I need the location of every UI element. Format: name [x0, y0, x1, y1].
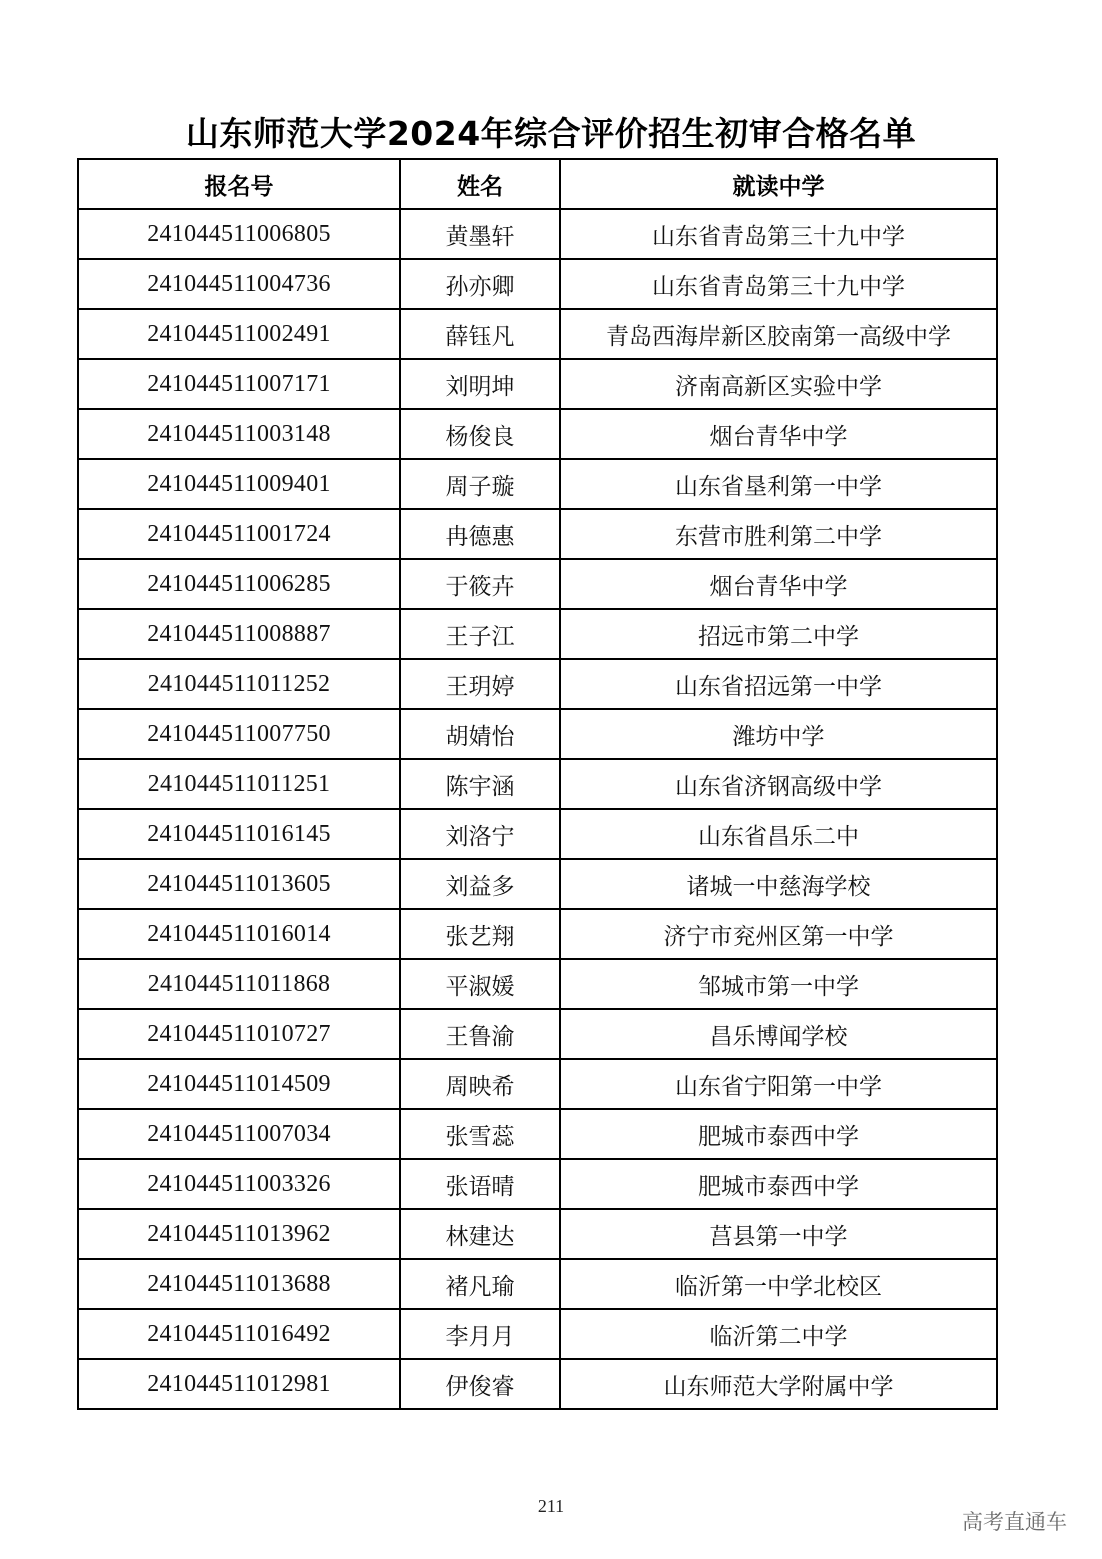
admission-roster-table: [77, 158, 998, 1410]
registration-number: 241044511013605: [78, 859, 400, 909]
student-name: 王鲁渝: [400, 1009, 560, 1059]
school-name: 山东师范大学附属中学: [560, 1359, 997, 1409]
registration-number: 241044511003326: [78, 1159, 400, 1209]
table-row: [78, 309, 997, 359]
student-name: 于筱卉: [400, 559, 560, 609]
school-name: 烟台青华中学: [560, 559, 997, 609]
student-name: 刘益多: [400, 859, 560, 909]
school-name: 邹城市第一中学: [560, 959, 997, 1009]
registration-number: 241044511011868: [78, 959, 400, 1009]
student-name: 李月月: [400, 1309, 560, 1359]
school-name: 山东省青岛第三十九中学: [560, 259, 997, 309]
school-name: 招远市第二中学: [560, 609, 997, 659]
school-name: 山东省招远第一中学: [560, 659, 997, 709]
registration-number: 241044511016492: [78, 1309, 400, 1359]
registration-number: 241044511013962: [78, 1209, 400, 1259]
table-row: [78, 759, 997, 809]
student-name: 冉德惠: [400, 509, 560, 559]
registration-number: 241044511010727: [78, 1009, 400, 1059]
student-name: 刘洛宁: [400, 809, 560, 859]
table-row: [78, 659, 997, 709]
table-row: [78, 809, 997, 859]
registration-number: 241044511006285: [78, 559, 400, 609]
school-name: 肥城市泰西中学: [560, 1109, 997, 1159]
table-row: [78, 209, 997, 259]
table-row: [78, 1309, 997, 1359]
table-row: [78, 1209, 997, 1259]
school-name: 临沂第二中学: [560, 1309, 997, 1359]
school-name: 东营市胜利第二中学: [560, 509, 997, 559]
table-row: [78, 1109, 997, 1159]
student-name: 平淑媛: [400, 959, 560, 1009]
registration-number: 241044511014509: [78, 1059, 400, 1109]
registration-number: 241044511012981: [78, 1359, 400, 1409]
school-name: 山东省宁阳第一中学: [560, 1059, 997, 1109]
table-row: [78, 959, 997, 1009]
watermark-text: 高考直通车: [962, 1510, 1067, 1534]
student-name: 周子璇: [400, 459, 560, 509]
school-name: 青岛西海岸新区胶南第一高级中学: [560, 309, 997, 359]
registration-number: 241044511013688: [78, 1259, 400, 1309]
table-row: [78, 909, 997, 959]
school-name: 诸城一中慈海学校: [560, 859, 997, 909]
school-name: 山东省垦利第一中学: [560, 459, 997, 509]
registration-number: 241044511007171: [78, 359, 400, 409]
student-name: 孙亦卿: [400, 259, 560, 309]
registration-number: 241044511008887: [78, 609, 400, 659]
school-name: 烟台青华中学: [560, 409, 997, 459]
school-name: 山东省济钢高级中学: [560, 759, 997, 809]
school-name: 肥城市泰西中学: [560, 1159, 997, 1209]
student-name: 张语晴: [400, 1159, 560, 1209]
registration-number: 241044511016014: [78, 909, 400, 959]
registration-number: 241044511004736: [78, 259, 400, 309]
table-row: [78, 409, 997, 459]
student-name: 杨俊良: [400, 409, 560, 459]
document-title: 山东师范大学2024年综合评价招生初审合格名单: [185, 114, 917, 153]
column-header-registration-number: 报名号: [78, 159, 400, 209]
registration-number: 241044511003148: [78, 409, 400, 459]
school-name: 山东省昌乐二中: [560, 809, 997, 859]
school-name: 莒县第一中学: [560, 1209, 997, 1259]
school-name: 济宁市兖州区第一中学: [560, 909, 997, 959]
student-name: 王子江: [400, 609, 560, 659]
student-name: 周映希: [400, 1059, 560, 1109]
table-row: [78, 1059, 997, 1109]
table-row: [78, 1359, 997, 1409]
table-row: [78, 459, 997, 509]
student-name: 刘明坤: [400, 359, 560, 409]
registration-number: 241044511002491: [78, 309, 400, 359]
school-name: 山东省青岛第三十九中学: [560, 209, 997, 259]
table-header-row: [78, 159, 997, 209]
registration-number: 241044511009401: [78, 459, 400, 509]
table-row: [78, 709, 997, 759]
school-name: 昌乐博闻学校: [560, 1009, 997, 1059]
student-name: 伊俊睿: [400, 1359, 560, 1409]
table-row: [78, 559, 997, 609]
registration-number: 241044511006805: [78, 209, 400, 259]
student-name: 黄墨轩: [400, 209, 560, 259]
table-row: [78, 859, 997, 909]
table-row: [78, 509, 997, 559]
table-row: [78, 1009, 997, 1059]
school-name: 潍坊中学: [560, 709, 997, 759]
registration-number: 241044511001724: [78, 509, 400, 559]
student-name: 陈宇涵: [400, 759, 560, 809]
table-row: [78, 359, 997, 409]
student-name: 胡婧怡: [400, 709, 560, 759]
registration-number: 241044511007750: [78, 709, 400, 759]
student-name: 林建达: [400, 1209, 560, 1259]
table-row: [78, 1159, 997, 1209]
student-name: 褚凡瑜: [400, 1259, 560, 1309]
page-number: 211: [537, 1496, 565, 1516]
registration-number: 241044511011252: [78, 659, 400, 709]
column-header-name: 姓名: [400, 159, 560, 209]
table-body: [78, 209, 997, 1409]
registration-number: 241044511011251: [78, 759, 400, 809]
school-name: 济南高新区实验中学: [560, 359, 997, 409]
registration-number: 241044511016145: [78, 809, 400, 859]
column-header-school: 就读中学: [560, 159, 997, 209]
school-name: 临沂第一中学北校区: [560, 1259, 997, 1309]
student-name: 张艺翔: [400, 909, 560, 959]
student-name: 王玥婷: [400, 659, 560, 709]
table-row: [78, 609, 997, 659]
registration-number: 241044511007034: [78, 1109, 400, 1159]
student-name: 薛钰凡: [400, 309, 560, 359]
table-row: [78, 1259, 997, 1309]
student-name: 张雪蕊: [400, 1109, 560, 1159]
table-row: [78, 259, 997, 309]
